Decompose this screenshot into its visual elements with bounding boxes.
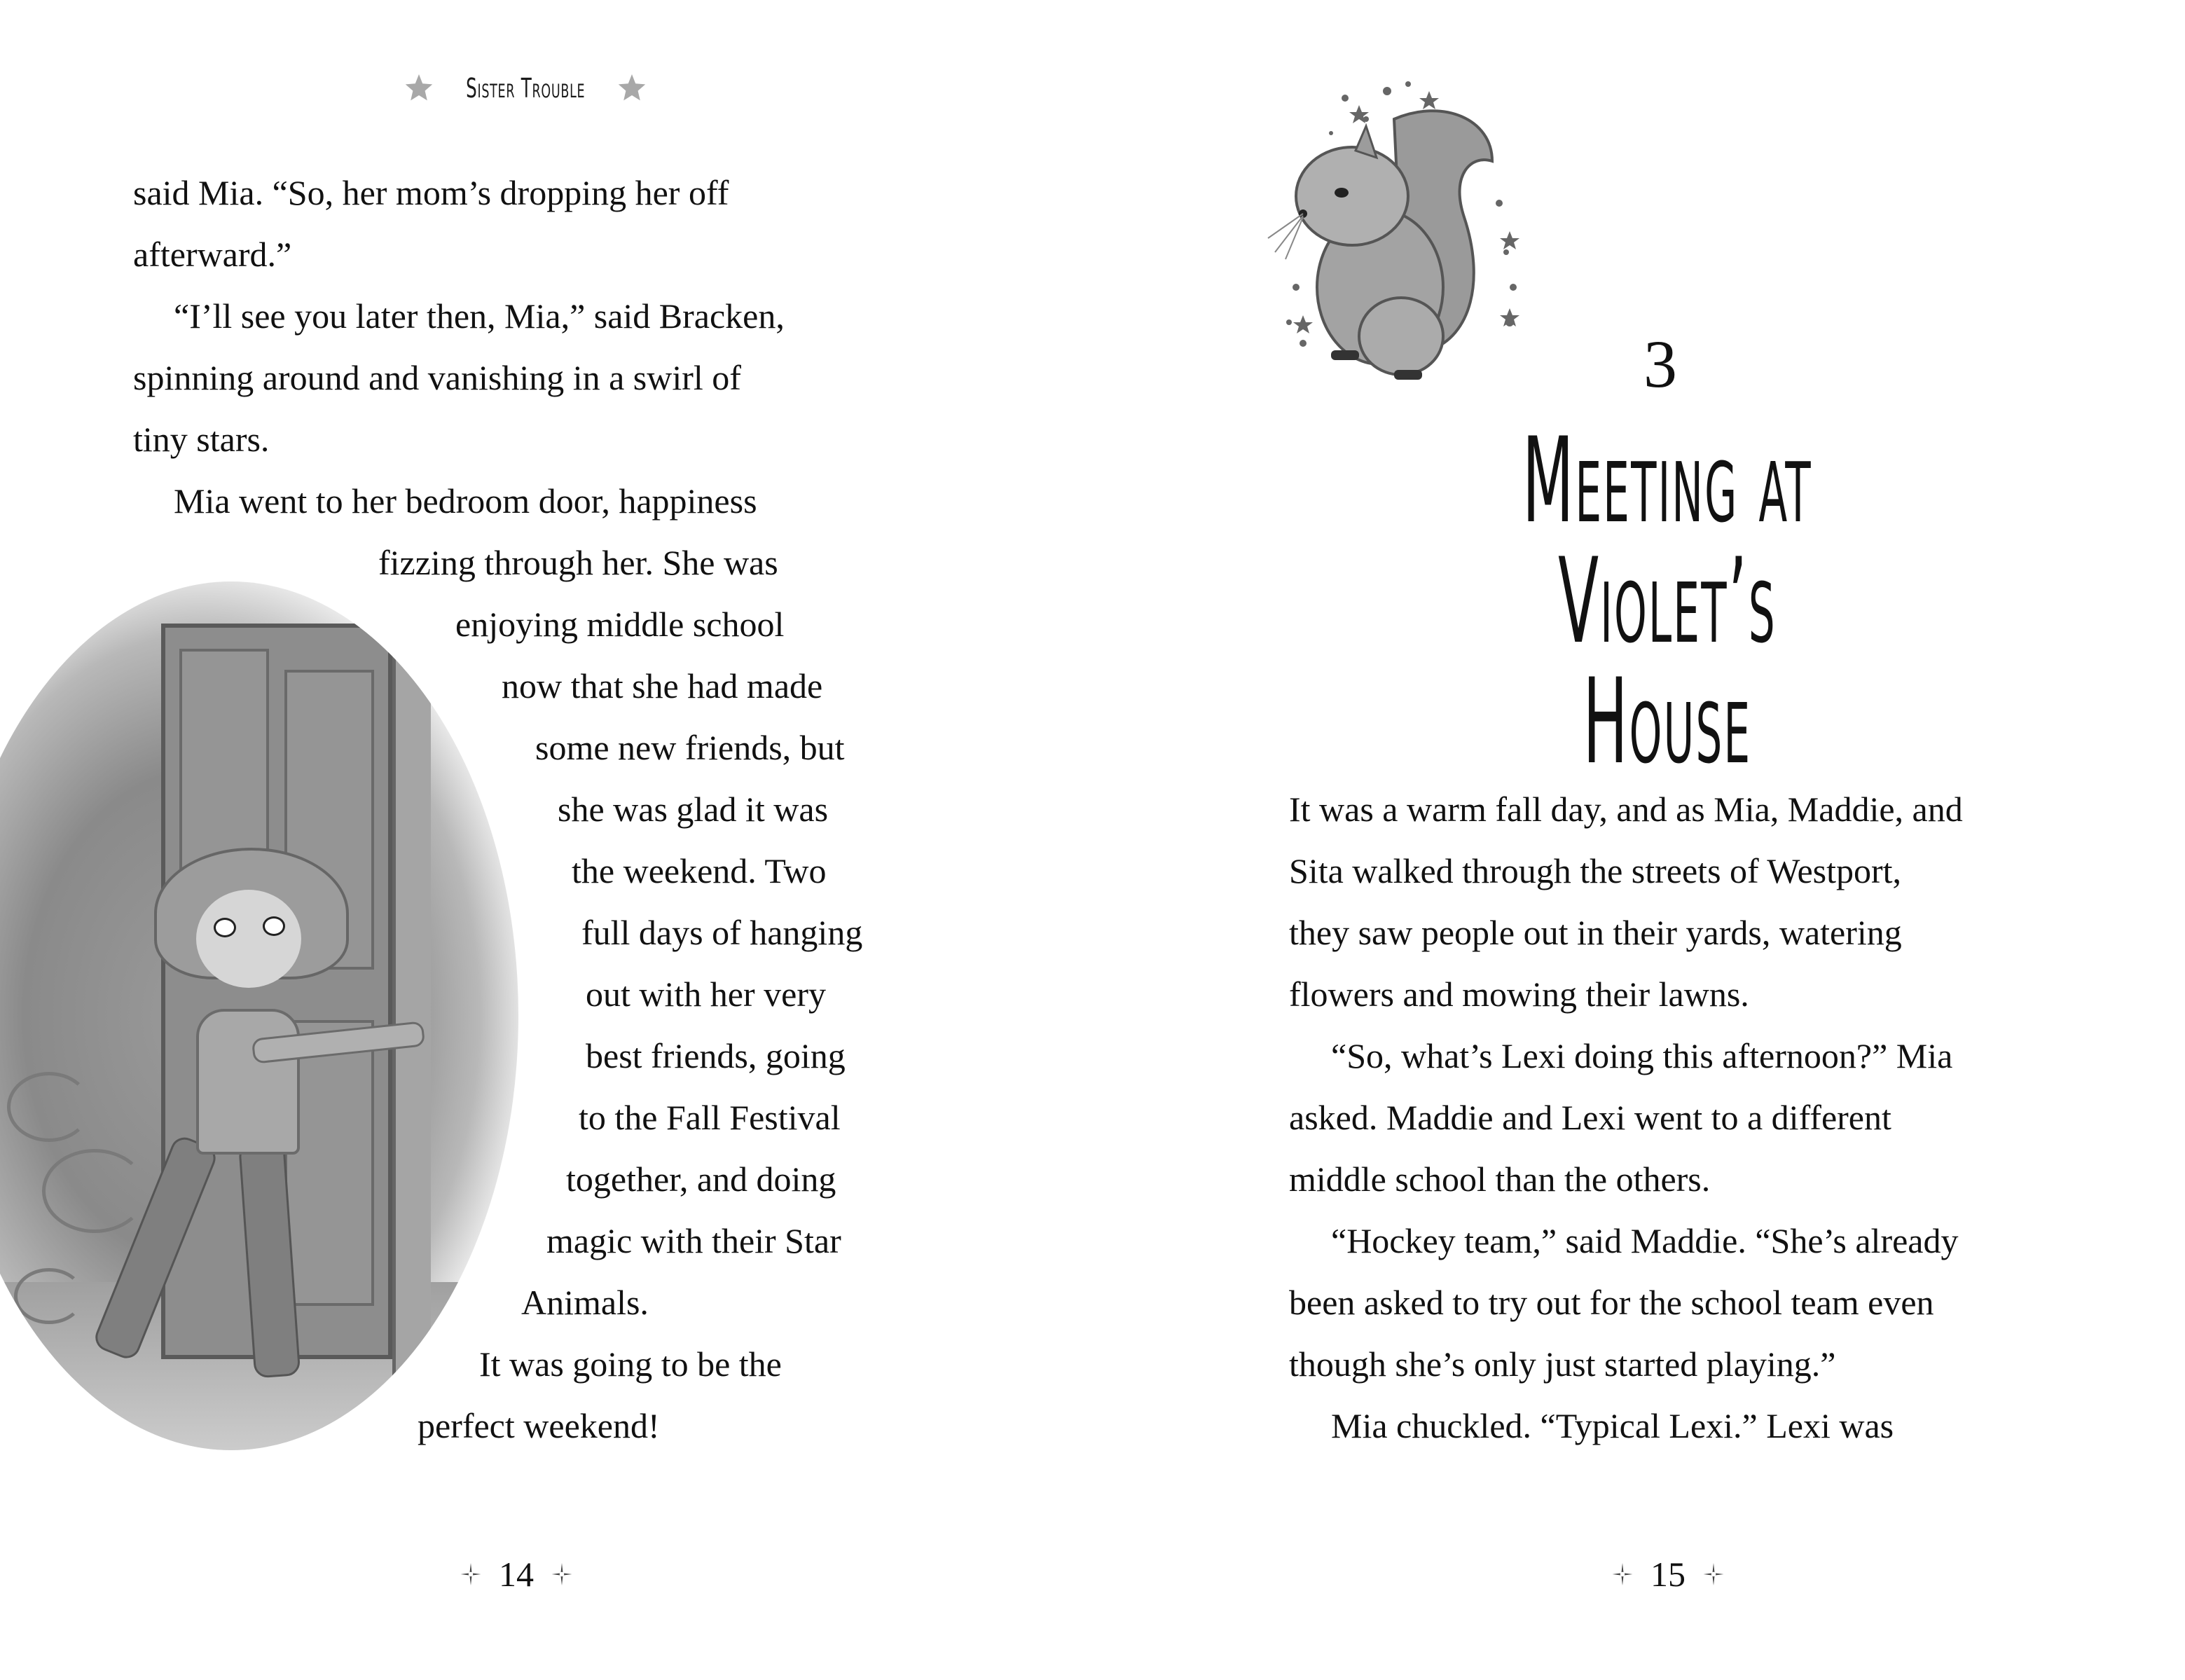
text-line: together, and doing [566,1159,836,1199]
book-title: Sister Trouble [465,73,586,104]
text-line: flowers and mowing their lawns. [1289,975,1749,1014]
page-number-left [460,1554,573,1595]
star-icon [615,71,649,105]
magic-swirl [14,1268,84,1324]
text-line: the weekend. Two [572,851,827,890]
text-line: said Mia. “So, her mom’s dropping her off [133,173,729,212]
running-head [392,67,659,109]
text-line: they saw people out in their yards, watering [1289,913,1902,952]
text-line: perfect weekend! [418,1406,660,1445]
text-line: “So, what’s Lexi doing this afternoon?” Mia [1331,1036,1953,1075]
text-line: Mia chuckled. “Typical Lexi.” Lexi was [1331,1406,1894,1445]
text-line: “Hockey team,” said Maddie. “She’s already [1331,1221,1959,1260]
star-icon [402,71,436,105]
text-line: some new friends, but [535,728,845,767]
text-line: spinning around and vanishing in a swirl of [133,358,741,397]
text-line: asked. Maddie and Lexi went to a different [1289,1098,1891,1137]
girl-eye [214,918,236,937]
text-line: It was a warm fall day, and as Mia, Maddie, and [1289,790,1963,829]
text-line: tiny stars. [133,420,270,459]
text-line: now that she had made [502,666,823,705]
chapter-number: 3 [1643,326,1677,401]
chapter-title-line: Meeting at [1522,412,1812,549]
chapter-title-line: Violet’s House [1558,532,1777,790]
squirrel-illustration [1261,56,1527,385]
girl-eye [263,916,285,936]
sparkle-icon [1702,1562,1725,1587]
magic-swirl [7,1072,91,1142]
text-line: middle school than the others. [1289,1159,1711,1199]
text-line: she was glad it was [558,790,829,829]
page-number: 15 [1650,1555,1686,1594]
chapter-title [1518,412,1817,790]
text-line: magic with their Star [546,1221,841,1260]
magic-swirl [42,1149,147,1233]
sparkle-icon [460,1562,482,1587]
text-line: fizzing through her. She was [378,543,778,582]
text-line: Animals. [521,1283,649,1322]
text-line: been asked to try out for the school team even [1289,1283,1934,1322]
text-line: full days of hanging [581,913,863,952]
text-line: enjoying middle school [455,605,785,644]
text-line: Sita walked through the streets of Westport, [1289,851,1902,890]
text-line: though she’s only just started playing.” [1289,1344,1836,1384]
girl-face [196,890,301,988]
sparkle-icon [1611,1562,1634,1587]
text-line: out with her very [586,975,826,1014]
door-frame [392,624,431,1380]
page-number: 14 [499,1555,534,1594]
right-page [1093,0,2185,1680]
text-line: afterward.” [133,235,292,274]
page-number-right [1611,1554,1725,1595]
text-line: best friends, going [586,1036,846,1075]
text-line: “I’ll see you later then, Mia,” said Bracken, [174,296,785,336]
text-line: It was going to be the [479,1344,782,1384]
text-line: Mia went to her bedroom door, happiness [174,481,757,521]
girl-door-illustration [0,581,518,1450]
sparkle-icon [551,1562,573,1587]
text-line: to the Fall Festival [579,1098,841,1137]
girl-body [196,1009,300,1155]
